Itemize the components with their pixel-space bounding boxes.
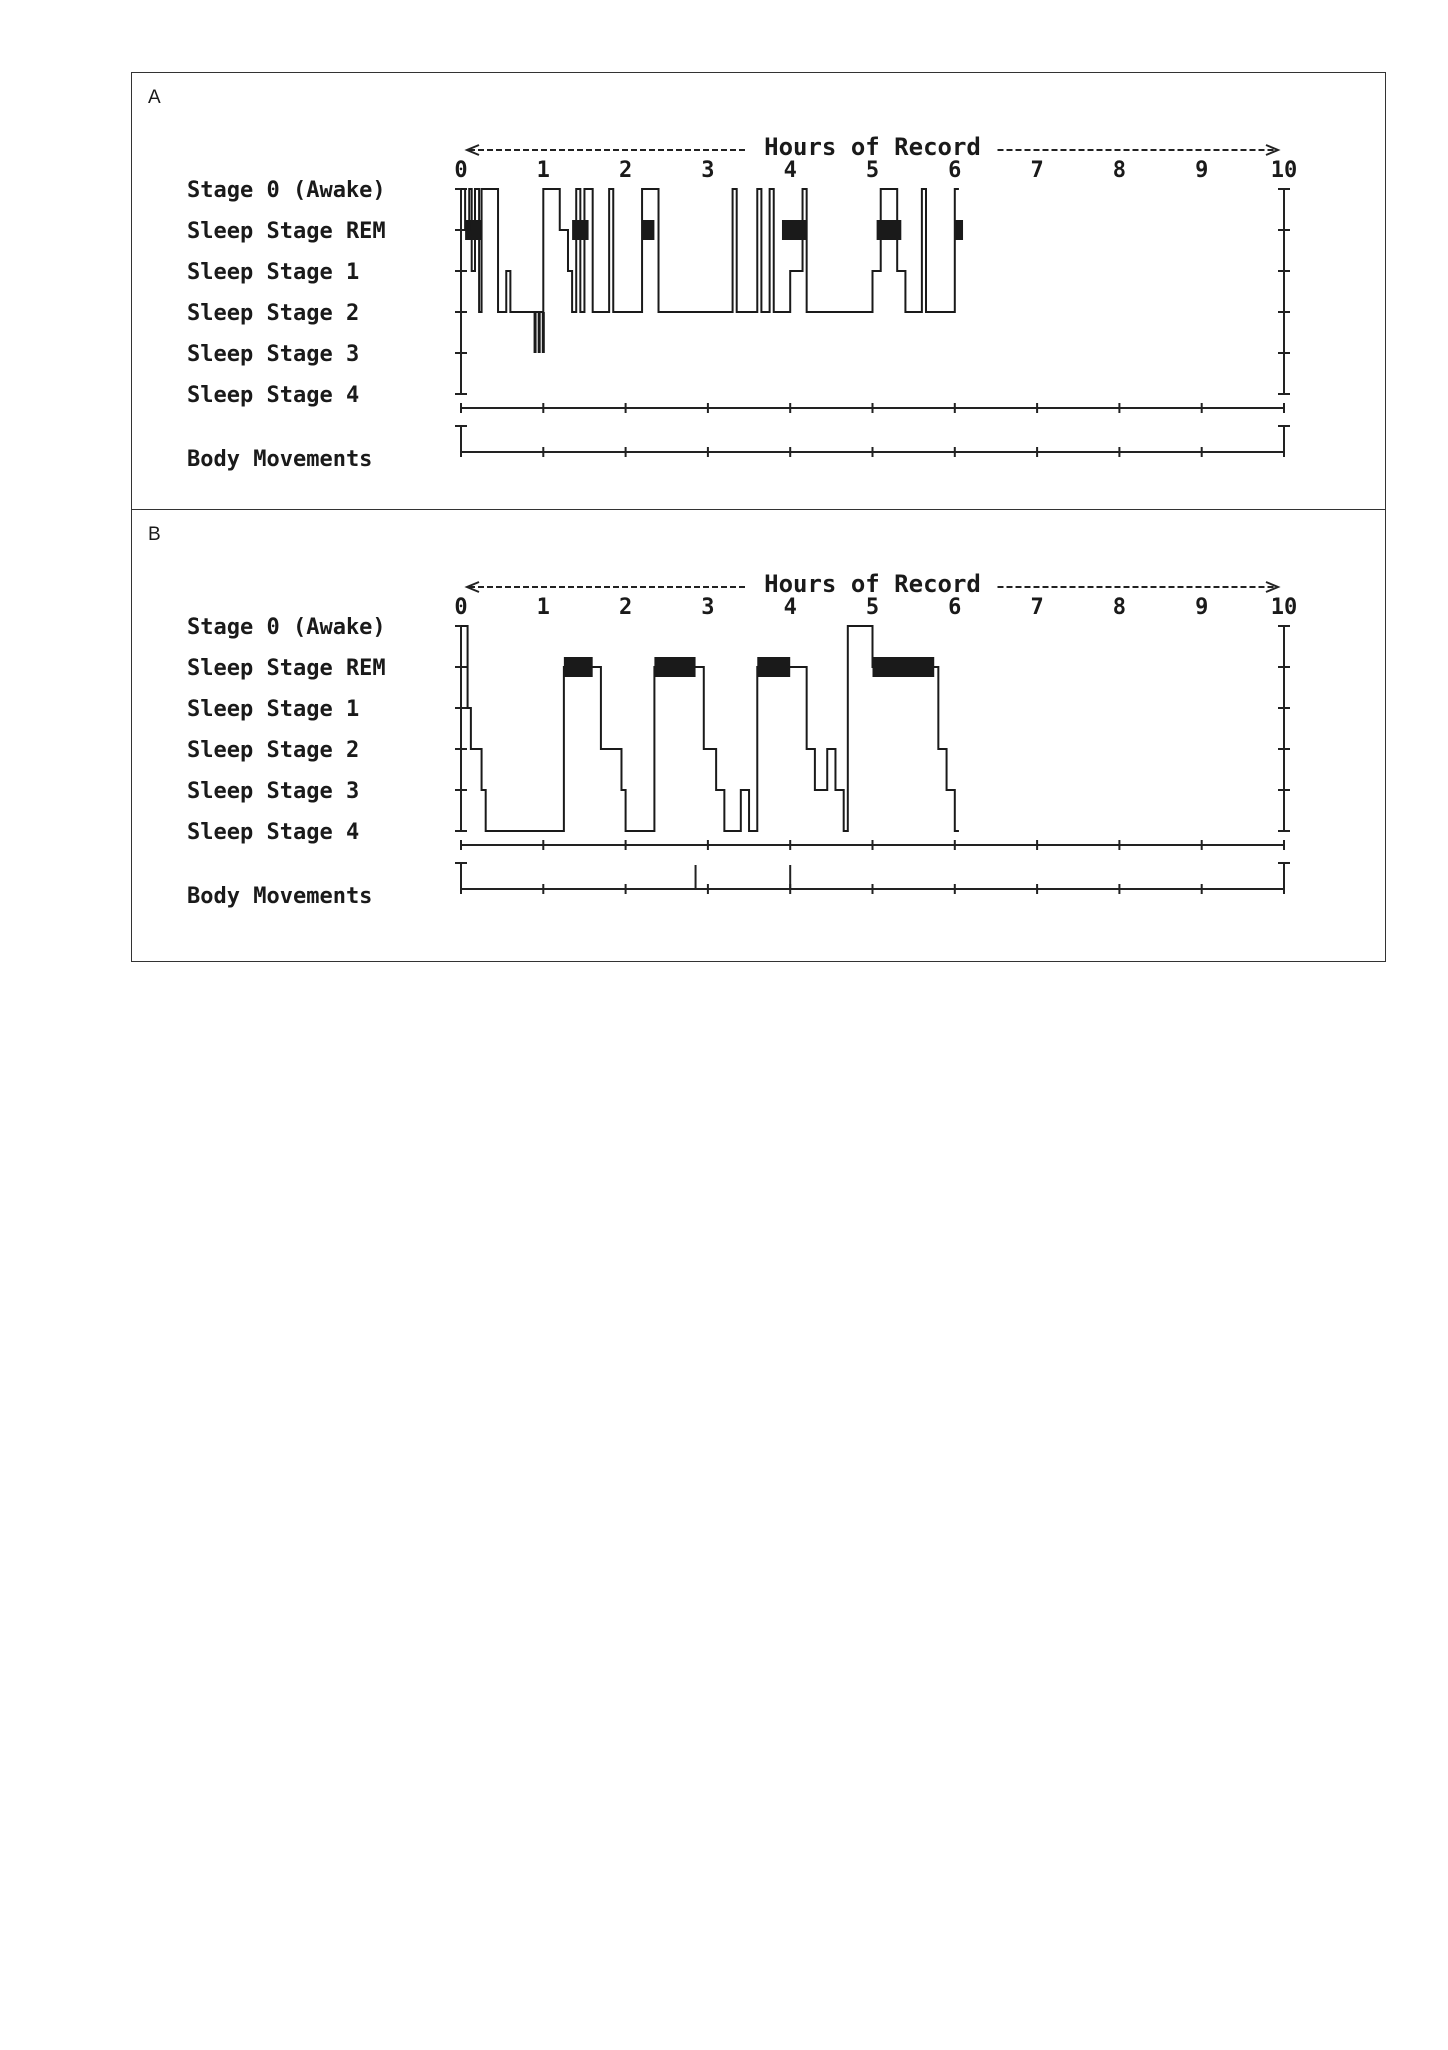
axis-header: Hours of Record — [764, 570, 981, 598]
x-tick-label: 6 — [948, 158, 962, 183]
hypnogram-line — [461, 626, 959, 831]
x-tick-label: 1 — [536, 158, 550, 183]
x-tick-label: 6 — [948, 595, 962, 620]
hypnogram-chart-b — [132, 510, 1384, 960]
x-tick-label: 9 — [1195, 158, 1209, 183]
stage-label: Sleep Stage 3 — [187, 342, 360, 367]
stage-label: Sleep Stage 1 — [187, 697, 360, 722]
movement-label: Body Movements — [187, 884, 373, 909]
x-tick-label: 9 — [1195, 595, 1209, 620]
x-tick-label: 5 — [865, 158, 880, 183]
x-tick-label: 2 — [618, 158, 633, 183]
stage-label: Sleep Stage 4 — [187, 820, 360, 845]
stage-label: Sleep Stage 2 — [187, 301, 360, 326]
stage-label: Sleep Stage 4 — [187, 383, 360, 408]
x-tick-label: 3 — [701, 595, 715, 620]
x-tick-label: 1 — [536, 595, 550, 620]
stage-label: Sleep Stage 3 — [187, 779, 360, 804]
stage-label: Sleep Stage 2 — [187, 738, 360, 763]
x-tick-label: 10 — [1270, 158, 1298, 183]
x-tick-label: 0 — [454, 595, 468, 620]
panel-label-b: B — [148, 524, 161, 545]
rem-block — [642, 220, 654, 240]
stage-label: Sleep Stage REM — [187, 219, 386, 244]
rem-block — [955, 220, 963, 240]
x-tick-label: 5 — [865, 595, 880, 620]
panel-a — [132, 73, 1385, 510]
x-tick-label: 10 — [1270, 595, 1298, 620]
x-tick-label: 2 — [618, 595, 633, 620]
panel-label-a: A — [148, 87, 161, 108]
stage-label: Stage 0 (Awake) — [187, 615, 386, 640]
x-tick-label: 8 — [1112, 595, 1127, 620]
x-tick-label: 4 — [783, 595, 797, 620]
x-tick-label: 8 — [1112, 158, 1127, 183]
x-tick-label: 4 — [783, 158, 797, 183]
stage-label: Sleep Stage REM — [187, 656, 386, 681]
x-tick-label: 7 — [1030, 595, 1044, 620]
panel-b — [132, 510, 1385, 961]
stage-label: Stage 0 (Awake) — [187, 178, 386, 203]
stage-label: Sleep Stage 1 — [187, 260, 360, 285]
hypnogram-line — [461, 189, 959, 312]
movement-label: Body Movements — [187, 447, 373, 472]
hypnogram-chart-a — [132, 73, 1384, 508]
axis-header: Hours of Record — [764, 133, 981, 161]
x-tick-label: 3 — [701, 158, 715, 183]
hypnogram-figure — [131, 72, 1386, 962]
x-tick-label: 7 — [1030, 158, 1044, 183]
x-tick-label: 0 — [454, 158, 468, 183]
